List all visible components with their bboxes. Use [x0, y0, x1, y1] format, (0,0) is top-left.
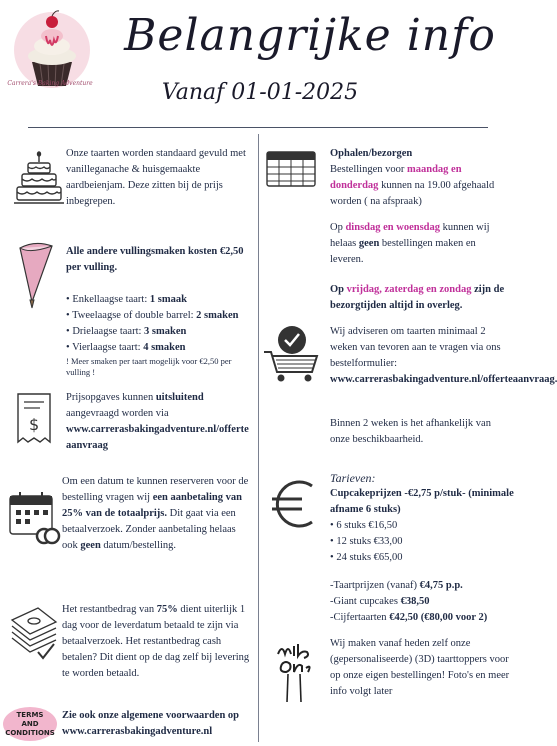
calendar-page-icon — [264, 148, 318, 194]
euro-icon — [268, 476, 320, 536]
cupcake-prices-list — [330, 518, 514, 566]
cake-icon — [14, 152, 64, 212]
calendar-icon — [8, 490, 60, 550]
svg-text:$: $ — [29, 415, 40, 434]
cake-topper-icon — [274, 640, 314, 708]
prices-heading: Tarieven: — [330, 471, 376, 485]
list-item: • Enkellaagse taart: 1 smaak — [66, 292, 254, 308]
badge-text: AND — [21, 720, 39, 728]
no-pickup-section: Op dinsdag en woensdag kunnen wij helaas geen bestellingen maken en leveren. — [330, 222, 490, 265]
money-stack-icon — [8, 600, 60, 666]
list-item: • 24 stuks €65,00 — [330, 550, 514, 566]
list-item: • Vierlaagse taart: 4 smaken — [66, 340, 254, 356]
order-section — [330, 324, 557, 388]
badge-text: CONDITIONS — [5, 729, 55, 737]
list-item: • 6 stuks €16,50 — [330, 518, 514, 534]
weekend-section: Op vrijdag, zaterdag en zondag zijn de bezorgtijden altijd in overleg. — [330, 284, 505, 311]
quotes-section: Prijsopgaves kunnen uitsluitend aangevraagd worden via www.carrerasbakingadventure.nl/offerteaanvraag — [66, 390, 252, 454]
cupcake-prices-heading: Cupcakeprijzen -€2,75 p/stuk- (minimale afname 6 stuks) — [330, 488, 514, 515]
column-divider — [258, 134, 259, 742]
extra-prices — [330, 578, 514, 626]
reserve-section: Om een datum te kunnen reserveren voor de bestelling vragen wij een aanbetaling van 25% van de totaalprijs. Dit gaat via een betaalverzoek. Zonder aanbetaling helaas ook geen datum/bestelling. — [62, 476, 249, 551]
terms-text[interactable]: Zie ook onze algemene voorwaarden op www.carrerasbakingadventure.nl — [62, 710, 240, 737]
pickup-section: Ophalen/bezorgen Bestellingen voor maandag en donderdag kunnen na 19.00 afgehaald worden ( na afspraak) — [330, 146, 510, 210]
quotes-link[interactable]: www.carrerasbakingadventure.nl/offerteaanvraag — [66, 424, 249, 451]
piping-bag-icon — [10, 240, 60, 314]
terms-badge-icon — [2, 706, 58, 746]
list-item: • Drielaagse taart: 3 smaken — [66, 324, 254, 340]
remainder-section: Het restantbedrag van 75% dient uiterlijk 1 dag voor de leverdatum betaald te zijn via betaalverzoek. Het restantbedrag cash betalen? Dit dient op de dag zelf bij levering te worden betaald. — [62, 604, 250, 679]
badge-text: TERMS — [16, 711, 44, 719]
receipt-icon — [12, 392, 56, 450]
list-item: -Giant cupcakes €38,50 — [330, 596, 430, 607]
shopping-cart-icon — [262, 322, 322, 388]
order-note: Binnen 2 weken is het afhankelijk van onze beschikbaarheid. — [330, 418, 491, 445]
fillings-note: ! Meer smaken per taart mogelijk voor €2,50 per vulling ! — [66, 356, 232, 377]
fillings-heading: Alle andere vullingsmaken kosten €2,50 per vulling. — [66, 246, 244, 273]
toppers-text: Wij maken vanaf heden zelf onze (gepersonaliseerde) (3D) taarttoppers voor op onze eigen bestellingen! Foto's en meer info volgt later — [330, 638, 510, 697]
order-link[interactable]: www.carrerasbakingadventure.nl/offerteaanvraag. — [330, 374, 557, 385]
logo-text: Carrera's Baking Adventure — [7, 80, 93, 87]
fillings-list — [66, 292, 254, 356]
order-text: Wij adviseren om taarten minimaal 2 weken van tevoren aan te vragen via ons bestelformulier: — [330, 326, 501, 369]
list-item: • 12 stuks €33,00 — [330, 534, 514, 550]
list-item: -Taartprijzen (vanaf) €4,75 p.p. — [330, 580, 463, 591]
prices-section — [330, 470, 514, 626]
fillings-section — [66, 244, 254, 378]
page-title: Belangrijke info — [124, 10, 496, 61]
pickup-heading: Ophalen/bezorgen — [330, 148, 413, 159]
standard-filling-text: Onze taarten worden standaard gevuld met vanilleganache & huisgemaakte aardbeienjam. Deze zitten bij de prijs inbegrepen. — [66, 148, 246, 207]
header-divider — [28, 127, 488, 128]
page-subtitle: Vanaf 01-01-2025 — [161, 80, 359, 105]
list-item: -Cijfertaarten €42,50 (€80,00 voor 2) — [330, 612, 488, 623]
list-item: • Tweelaagse of double barrel: 2 smaken — [66, 308, 254, 324]
